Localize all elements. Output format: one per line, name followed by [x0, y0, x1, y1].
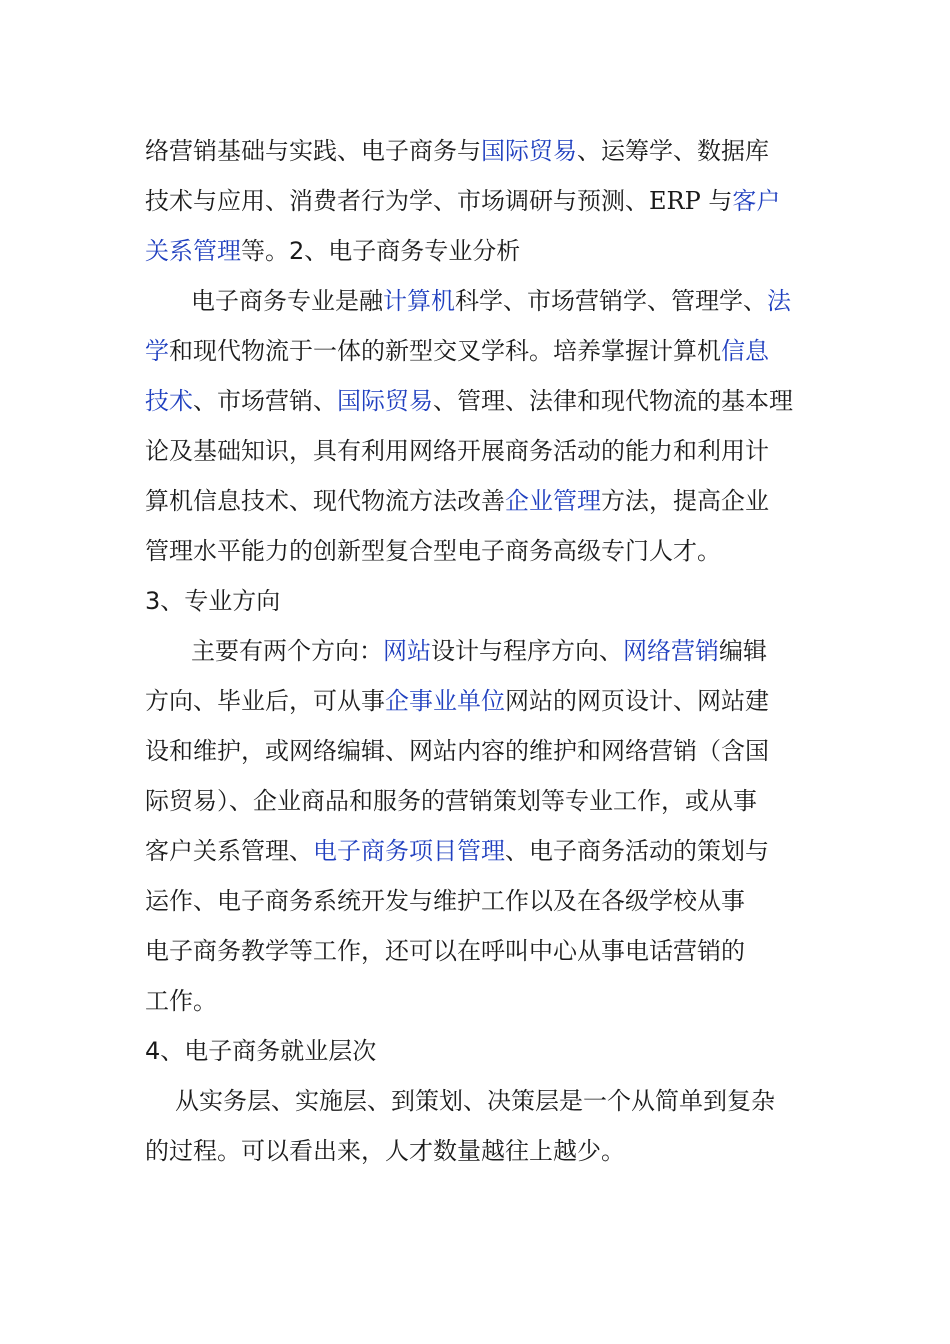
text-run: 电子商务教学等工作，还可以在呼叫中心从事电话营销的 — [145, 937, 745, 965]
text-line — [145, 726, 813, 776]
link-international-trade[interactable]: 国际贸易 — [337, 387, 433, 415]
link-customer[interactable]: 客户 — [732, 187, 781, 215]
section-heading-4: 4、电子商务就业层次 — [145, 1037, 377, 1065]
text-run: 科学、市场营销学、管理学、 — [455, 287, 767, 315]
link-law-part1[interactable]: 法 — [767, 287, 791, 315]
text-run: 技术与应用、消费者行为学、市场调研与预测、ERP 与 — [145, 187, 733, 215]
text-run: 、管理、法律和现代物流的基本理 — [433, 387, 793, 415]
text-line — [145, 1076, 813, 1126]
text-line — [145, 526, 813, 576]
text-run: 工作。 — [145, 987, 217, 1015]
link-network-marketing[interactable]: 网络营销 — [623, 637, 719, 665]
text-run: 客户关系管理、 — [145, 837, 313, 865]
text-line — [145, 276, 813, 326]
link-information-technology-part1[interactable]: 信息 — [721, 337, 769, 365]
text-run: 网站的网页设计、网站建 — [505, 687, 769, 715]
text-run: 方向、毕业后，可从事 — [145, 687, 385, 715]
text-run: 论及基础知识，具有利用网络开展商务活动的能力和利用计 — [145, 437, 769, 465]
text-line — [145, 1126, 813, 1176]
text-line — [145, 426, 813, 476]
text-line — [145, 576, 813, 626]
text-run: 电子商务专业是融 — [191, 287, 383, 315]
text-line — [145, 376, 813, 426]
link-website[interactable]: 网站 — [383, 637, 431, 665]
link-international-trade[interactable]: 国际贸易 — [481, 137, 577, 165]
link-enterprise-management[interactable]: 企业管理 — [505, 487, 601, 515]
link-law-part2[interactable]: 学 — [145, 337, 169, 365]
text-line — [145, 476, 813, 526]
text-run: 方法，提高企业 — [601, 487, 769, 515]
text-line — [145, 876, 813, 926]
text-line — [145, 126, 813, 176]
text-run: 和现代物流于一体的新型交叉学科。培养掌握计算机 — [169, 337, 721, 365]
text-run: 等。 — [241, 237, 289, 265]
text-line — [145, 676, 813, 726]
text-run: 的过程。可以看出来，人才数量越往上越少。 — [145, 1137, 625, 1165]
link-ecommerce-project-management[interactable]: 电子商务项目管理 — [313, 837, 505, 865]
link-relationship-management[interactable]: 关系管理 — [145, 237, 241, 265]
text-run: 、运筹学、数据库 — [577, 137, 769, 165]
section-heading-3: 3、专业方向 — [145, 587, 281, 615]
text-run: 算机信息技术、现代物流方法改善 — [145, 487, 505, 515]
text-line — [145, 826, 813, 876]
link-information-technology-part2[interactable]: 技术 — [145, 387, 193, 415]
text-run: 际贸易）、企业商品和服务的营销策划等专业工作，或从事 — [145, 787, 757, 815]
text-run: 设计与程序方向、 — [431, 637, 623, 665]
text-run: 编辑 — [719, 637, 767, 665]
text-run: 运作、电子商务系统开发与维护工作以及在各级学校从事 — [145, 887, 745, 915]
link-enterprises-institutions[interactable]: 企事业单位 — [385, 687, 505, 715]
document-body — [145, 126, 813, 1176]
text-run: 、电子商务活动的策划与 — [505, 837, 769, 865]
text-line — [145, 176, 813, 226]
text-line — [145, 976, 813, 1026]
text-line — [145, 776, 813, 826]
section-heading-2: 2、电子商务专业分析 — [289, 237, 521, 265]
text-line — [145, 326, 813, 376]
text-line — [145, 1026, 813, 1076]
link-computer[interactable]: 计算机 — [383, 287, 455, 315]
text-run: 从实务层、实施层、到策划、决策层是一个从简单到复杂 — [175, 1087, 775, 1115]
text-line — [145, 926, 813, 976]
text-line — [145, 626, 813, 676]
text-line — [145, 226, 813, 276]
text-run: 主要有两个方向： — [191, 637, 383, 665]
text-run: 、市场营销、 — [193, 387, 337, 415]
text-run: 设和维护，或网络编辑、网站内容的维护和网络营销（含国 — [145, 737, 769, 765]
text-run: 管理水平能力的创新型复合型电子商务高级专门人才。 — [145, 537, 721, 565]
text-run: 络营销基础与实践、电子商务与 — [145, 137, 481, 165]
